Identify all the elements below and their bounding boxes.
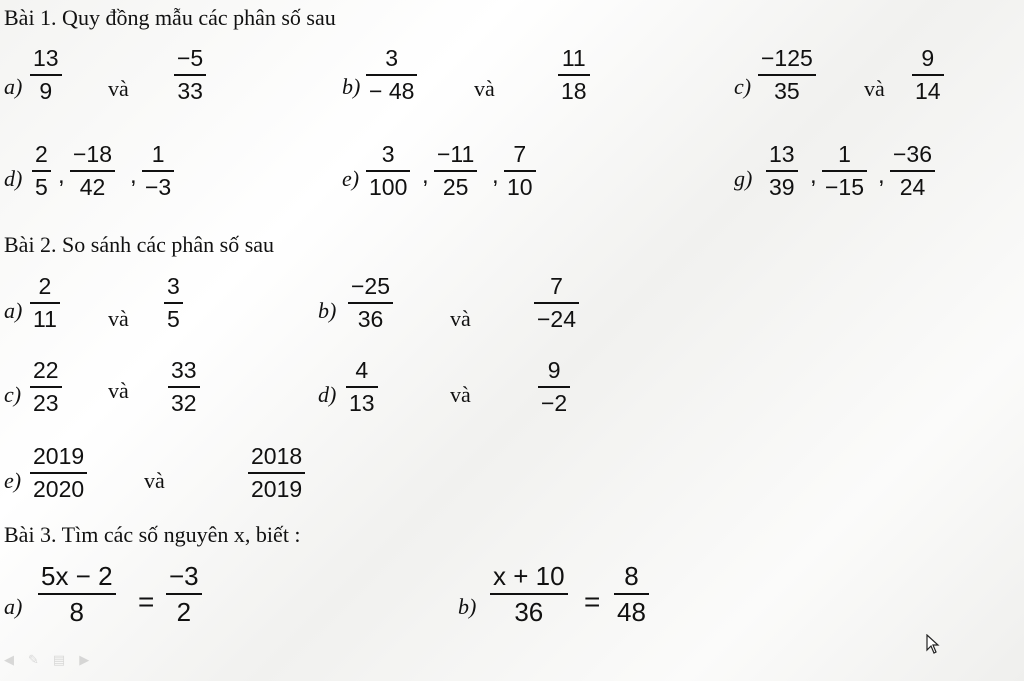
bai2-b-connector: và (450, 306, 471, 331)
menu-icon[interactable]: ▤ (52, 653, 66, 668)
bai1-e-fraction-1: 3 100 (366, 142, 410, 200)
bai1-c-connector: và (864, 76, 885, 101)
bai2-c-fraction-2: 33 32 (168, 358, 200, 416)
bai2-e-label: e) (4, 468, 22, 493)
bai1-e-fraction-2: −11 25 (434, 142, 477, 200)
bai2-d-fraction-2: 9 −2 (538, 358, 570, 416)
bai1-d-sep-1: , (58, 162, 65, 189)
bai2-d-label: d) (318, 382, 337, 407)
bai2-a-fraction-2: 3 5 (164, 274, 183, 332)
bai1-g-fraction-1: 13 39 (766, 142, 798, 200)
bai1-d-label: d) (4, 166, 23, 191)
bai2-title: Bài 2. So sánh các phân số sau (4, 232, 275, 257)
bai2-c-fraction-1: 22 23 (30, 358, 62, 416)
bai1-d-sep-2: , (130, 162, 137, 189)
bai2-b-fraction-2: 7 −24 (534, 274, 579, 332)
bai1-e-fraction-3: 7 10 (504, 142, 536, 200)
bai2-e-fraction-1: 2019 2020 (30, 444, 87, 502)
bai1-g-label: g) (734, 166, 753, 191)
bai2-a-fraction-1: 2 11 (30, 274, 60, 332)
bai1-a-label: a) (4, 74, 23, 99)
bai1-a-fraction-2: −5 33 (174, 46, 206, 104)
bai1-e-sep-1: , (422, 162, 429, 189)
bai1-c-label: c) (734, 74, 752, 99)
bai2-c-connector: và (108, 378, 129, 403)
bai2-c-label: c) (4, 382, 22, 407)
bai3-b-equals: = (584, 586, 601, 617)
bai1-g-sep-1: , (810, 162, 817, 189)
bai1-d-fraction-2: −18 42 (70, 142, 115, 200)
bai3-a-label: a) (4, 594, 23, 619)
bai1-b-label: b) (342, 74, 361, 99)
bai3-b-rhs-fraction: 8 48 (614, 562, 649, 626)
bai2-d-fraction-1: 4 13 (346, 358, 378, 416)
bai1-g-fraction-2: 1 −15 (822, 142, 867, 200)
bai2-b-label: b) (318, 298, 337, 323)
bai1-b-fraction-1: 3 − 48 (366, 46, 417, 104)
bai1-e-sep-2: , (492, 162, 499, 189)
bai3-a-rhs-fraction: −3 2 (166, 562, 202, 626)
bai1-g-sep-2: , (878, 162, 885, 189)
presentation-toolbar (4, 653, 89, 668)
bai1-e-label: e) (342, 166, 360, 191)
bai1-a-connector: và (108, 76, 129, 101)
bai1-b-connector: và (474, 76, 495, 101)
bai1-a-fraction-1: 13 9 (30, 46, 62, 104)
bai1-d-fraction-3: 1 −3 (142, 142, 174, 200)
next-icon[interactable]: ▶ (79, 653, 90, 668)
bai2-d-connector: và (450, 382, 471, 407)
bai2-a-connector: và (108, 306, 129, 331)
bai1-c-fraction-1: −125 35 (758, 46, 816, 104)
bai3-a-lhs-fraction: 5x − 2 8 (38, 562, 116, 626)
bai3-title: Bài 3. Tìm các số nguyên x, biết : (4, 522, 301, 547)
prev-icon[interactable]: ◀ (4, 653, 14, 668)
bai2-e-fraction-2: 2018 2019 (248, 444, 305, 502)
bai1-c-fraction-2: 9 14 (912, 46, 944, 104)
bai2-a-label: a) (4, 298, 23, 323)
bai1-b-fraction-2: 11 18 (558, 46, 590, 104)
bai3-b-lhs-fraction: x + 10 36 (490, 562, 568, 626)
bai3-b-label: b) (458, 594, 477, 619)
bai2-e-connector: và (144, 468, 165, 493)
cursor-icon (926, 634, 940, 654)
bai1-g-fraction-3: −36 24 (890, 142, 935, 200)
bai3-a-equals: = (138, 586, 155, 617)
bai1-d-fraction-1: 2 5 (32, 142, 51, 200)
pen-icon[interactable]: ✎ (28, 653, 39, 668)
bai2-b-fraction-1: −25 36 (348, 274, 393, 332)
bai1-title: Bài 1. Quy đồng mẫu các phân số sau (4, 5, 336, 30)
